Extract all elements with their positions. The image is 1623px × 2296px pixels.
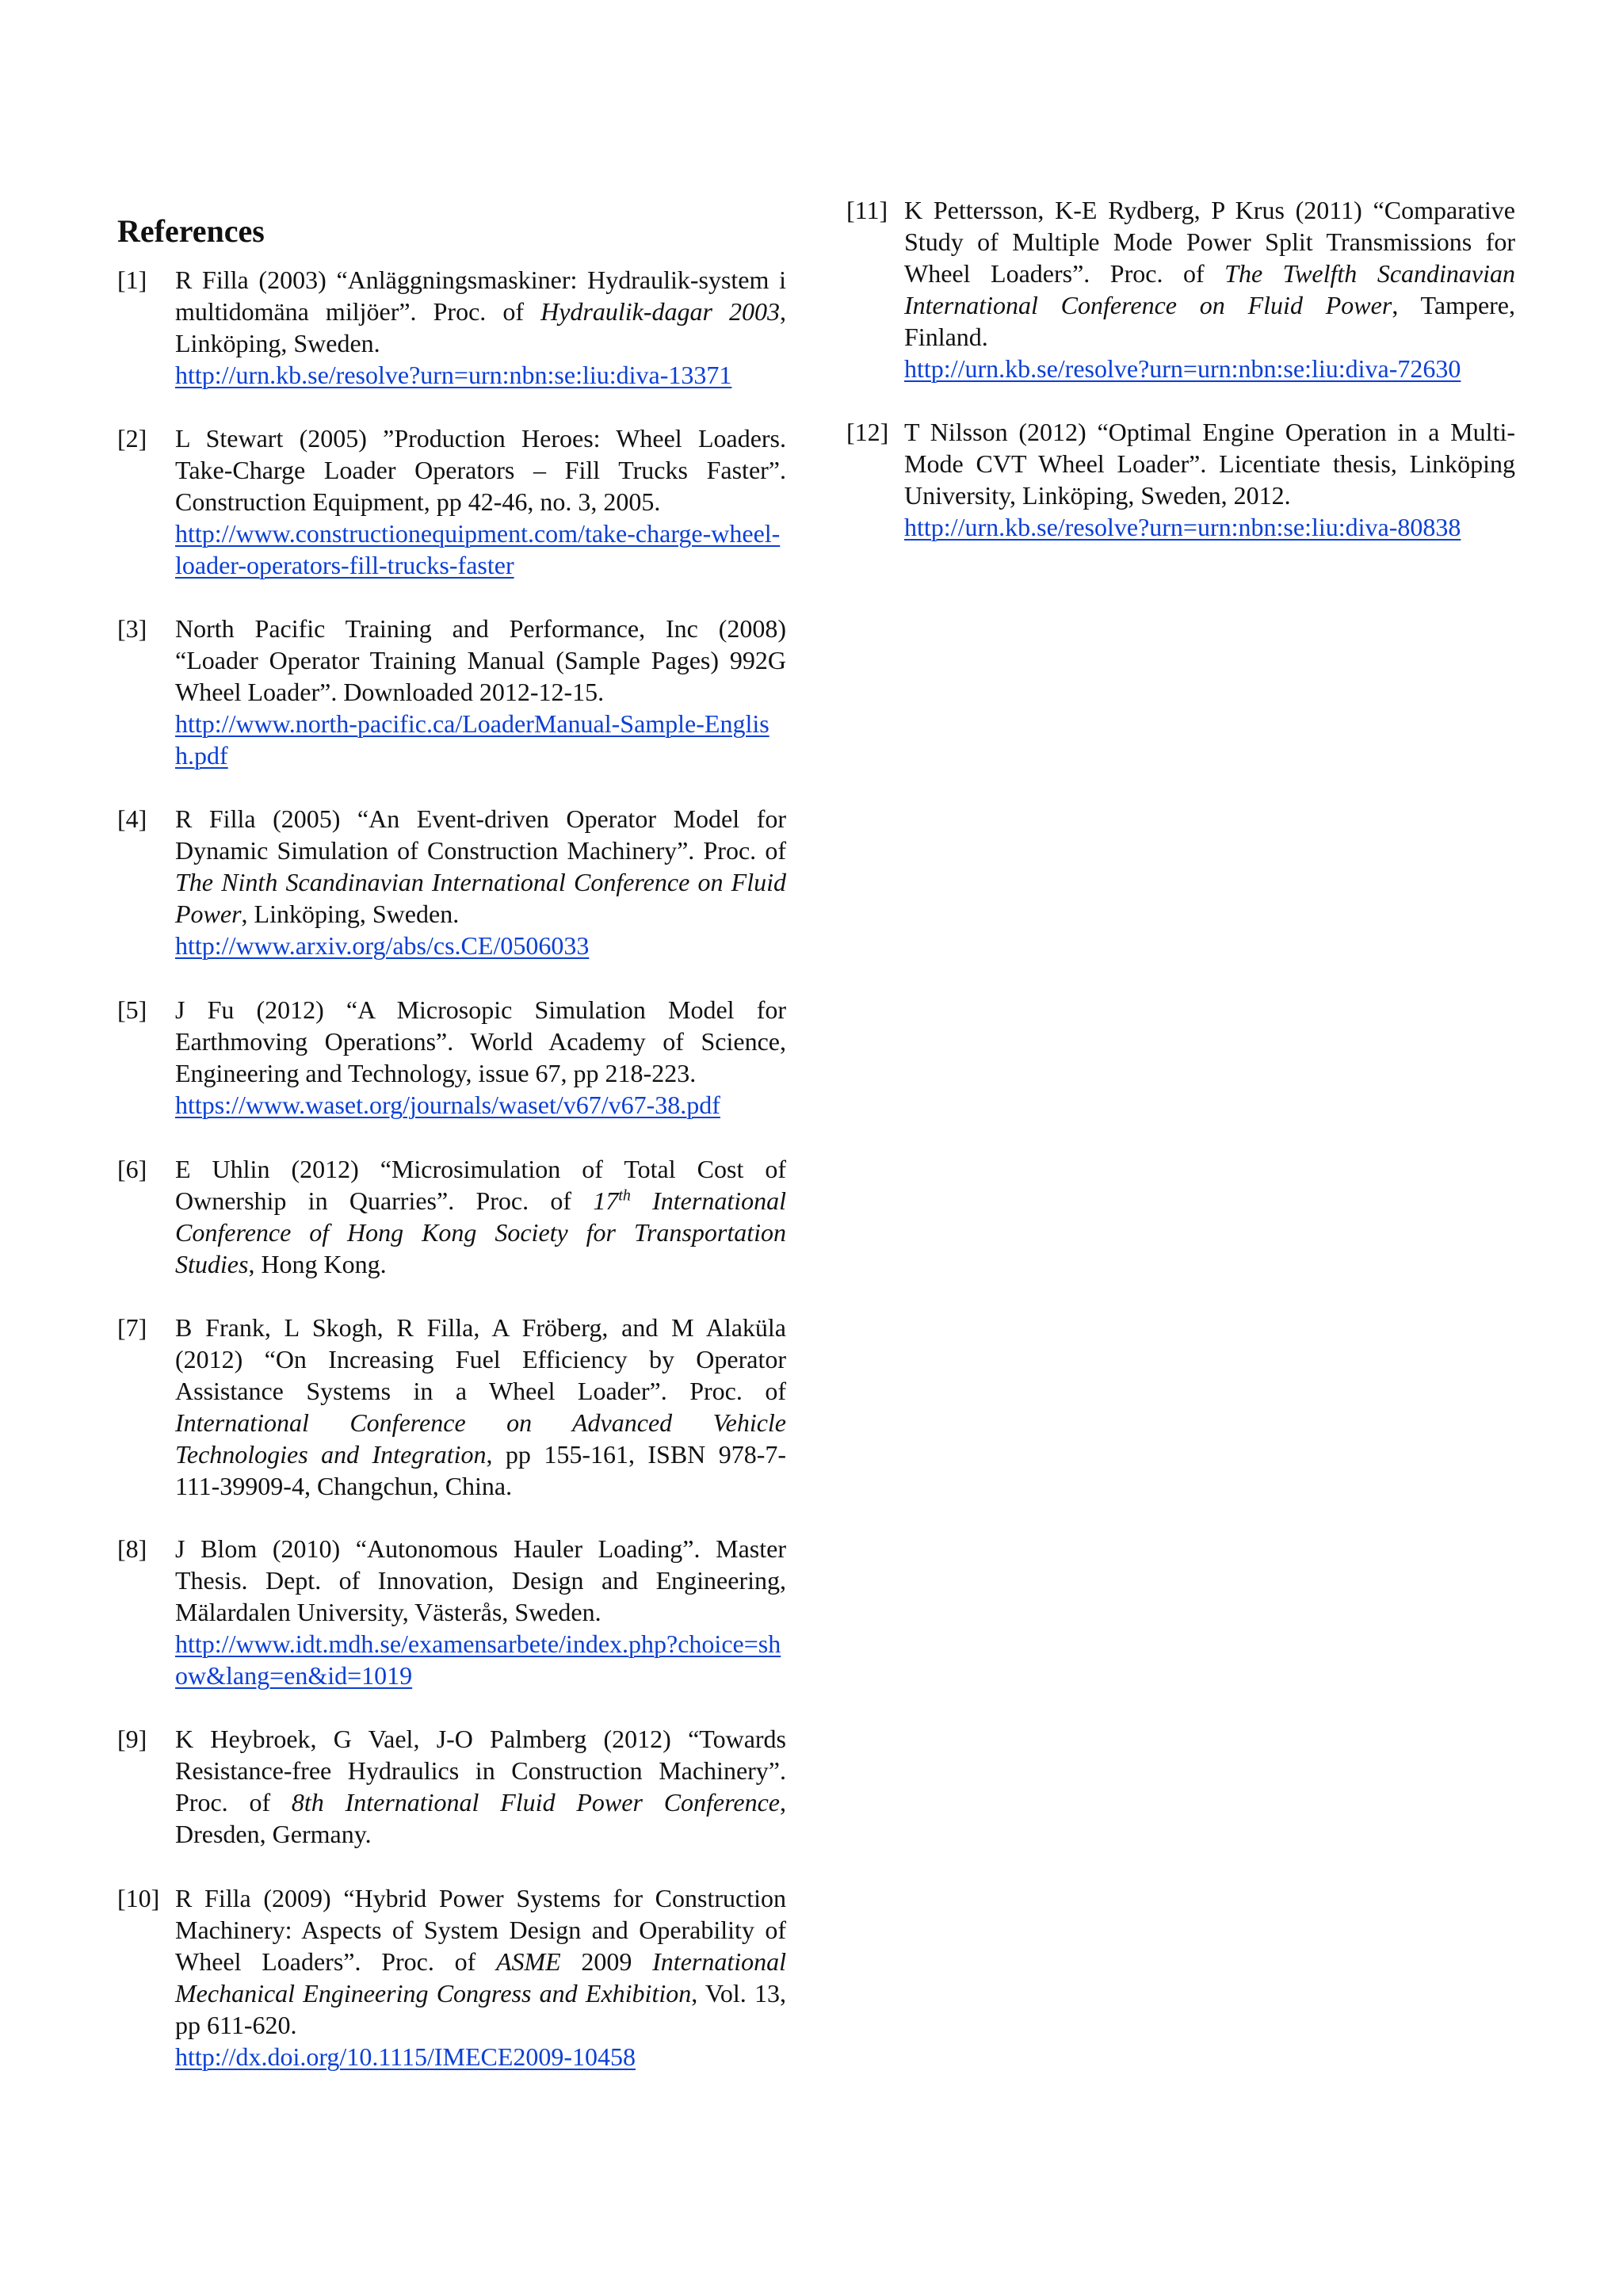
reference-text-part: L Stewart (2005) ”Production Heroes: Wheel Loaders. Take-Charge Loader Operators – Fill Trucks Faster”. Construction Equipment, pp 42-46, no. 3, 2005. <box>175 424 786 516</box>
reference-text-part: International Mechanical Engineering Congress and Exhibition <box>175 1947 787 2008</box>
reference-text-part: J Blom (2010) “Autonomous Hauler Loading”. Master Thesis. Dept. of Innovation, Design and Engineering, Mälardalen University, Västerås, Sweden. <box>175 1534 786 1626</box>
reference-item <box>117 1723 786 1850</box>
reference-text-part: B Frank, L Skogh, R Filla, A Fröberg, and M Alaküla (2012) “On Increasing Fuel Efficiency by Operator Assistance Systems in a Wheel Loader”. Proc. of <box>175 1313 786 1405</box>
reference-text <box>175 1153 786 1280</box>
reference-text-part: 17 <box>593 1186 619 1215</box>
reference-text-part: , Linköping, Sweden. <box>241 900 460 928</box>
reference-number: [10] <box>117 1884 160 1912</box>
reference-text-part: The Ninth Scandinavian International Conference on Fluid Power <box>175 868 786 928</box>
reference-text-part: th <box>618 1186 631 1205</box>
reference-number: [4] <box>117 804 147 833</box>
reference-text-part: , Vol. 13, pp 611-620. <box>175 1979 787 2039</box>
reference-link[interactable]: http://dx.doi.org/10.1115/IMECE2009-10458 <box>175 2042 636 2071</box>
reference-number: [7] <box>117 1313 147 1342</box>
reference-text-part: International Conference of Hong Kong Society for Transportation Studies <box>175 1186 787 1278</box>
reference-link[interactable]: http://www.idt.mdh.se/examensarbete/index.php?choice=show&lang=en&id=1019 <box>175 1629 781 1690</box>
reference-text-part: North Pacific Training and Performance, Inc (2008) “Loader Operator Training Manual (Sample Pages) 992G Wheel Loader”. Downloaded 2012-12-15. <box>175 614 786 706</box>
reference-text-part: E Uhlin (2012) “Microsimulation of Total Cost of Ownership in Quarries”. Proc. of <box>175 1155 786 1215</box>
reference-text-part: International Conference on Advanced Vehicle Technologies and Integration <box>175 1408 786 1469</box>
reference-text-part: The Twelfth Scandinavian International Conference on Fluid Power <box>904 259 1515 319</box>
reference-item <box>117 1312 786 1502</box>
reference-link[interactable]: http://www.north-pacific.ca/LoaderManual-Sample-English.pdf <box>175 709 769 770</box>
reference-text-part: R Filla (2005) “An Event-driven Operator Model for Dynamic Simulation of Construction Machinery”. Proc. of <box>175 804 786 865</box>
reference-text <box>175 1533 786 1691</box>
reference-text <box>904 194 1515 384</box>
reference-text-part: K Pettersson, K-E Rydberg, P Krus (2011) “Comparative Study of Multiple Mode Power Split Transmissions for Wheel Loaders”. Proc. of <box>904 196 1515 288</box>
reference-link[interactable]: http://www.constructionequipment.com/take-charge-wheel-loader-operators-fill-trucks-faster <box>175 519 781 579</box>
reference-link[interactable]: https://www.waset.org/journals/waset/v67/v67-38.pdf <box>175 1091 720 1119</box>
reference-item <box>846 194 1515 384</box>
reference-text-part: , pp 155-161, ISBN 978-7-111-39909-4, Changchun, China. <box>175 1440 786 1500</box>
reference-text-part: J Fu (2012) “A Microsopic Simulation Model for Earthmoving Operations”. World Academy of Science, Engineering and Technology, issue 67, pp 218-223. <box>175 995 786 1087</box>
reference-item <box>117 1533 786 1691</box>
reference-text-part: ASME <box>495 1947 561 1976</box>
reference-number: [3] <box>117 614 147 643</box>
reference-text <box>175 1882 786 2073</box>
reference-number: [9] <box>117 1725 147 1753</box>
reference-text <box>175 613 786 771</box>
reference-text-part: 2009 <box>560 1947 653 1976</box>
reference-link[interactable]: http://urn.kb.se/resolve?urn=urn:nbn:se:liu:diva-80838 <box>904 513 1461 541</box>
reference-text-part: Hydraulik-dagar 2003 <box>540 297 781 326</box>
reference-item <box>117 422 786 581</box>
reference-text-part: , Tampere, Finland. <box>904 291 1516 351</box>
reference-text-part: R Filla (2009) “Hybrid Power Systems for Construction Machinery: Aspects of System Design and Operability of Wheel Loaders”. Proc. of <box>175 1884 786 1976</box>
reference-item <box>846 416 1515 543</box>
reference-text <box>175 803 786 961</box>
reference-number: [2] <box>117 424 147 453</box>
reference-number: [12] <box>846 418 889 446</box>
reference-text-part: R Filla (2003) “Anläggningsmaskiner: Hydraulik-system i multidomäna miljöer”. Proc. of <box>175 266 786 326</box>
reference-item <box>117 264 786 391</box>
reference-text-part: , Hong Kong. <box>248 1250 387 1278</box>
reference-number: [5] <box>117 995 147 1024</box>
reference-text <box>175 994 786 1121</box>
reference-number: [1] <box>117 266 147 294</box>
reference-text-part: , Linköping, Sweden. <box>175 297 787 357</box>
reference-link[interactable]: http://urn.kb.se/resolve?urn=urn:nbn:se:liu:diva-13371 <box>175 361 732 389</box>
reference-link[interactable]: http://urn.kb.se/resolve?urn=urn:nbn:se:liu:diva-72630 <box>904 354 1461 383</box>
reference-item <box>117 1882 786 2073</box>
reference-text <box>904 416 1515 543</box>
reference-text-part: T Nilsson (2012) “Optimal Engine Operation in a Multi-Mode CVT Wheel Loader”. Licentiate thesis, Linköping University, Linköping, Sweden, 2012. <box>904 418 1515 510</box>
reference-text <box>175 1312 786 1502</box>
reference-item <box>117 803 786 961</box>
reference-number: [8] <box>117 1534 147 1563</box>
reference-text <box>175 422 786 581</box>
reference-text <box>175 264 786 391</box>
reference-item <box>117 1153 786 1280</box>
reference-text <box>175 1723 786 1850</box>
reference-text-part: K Heybroek, G Vael, J-O Palmberg (2012) “Towards Resistance-free Hydraulics in Construction Machinery”. Proc. of <box>175 1725 786 1817</box>
reference-text-part: 8th International Fluid Power Conference <box>291 1788 780 1817</box>
references-heading: References <box>117 213 265 249</box>
reference-item <box>117 613 786 771</box>
reference-number: [6] <box>117 1155 147 1183</box>
reference-number: [11] <box>846 196 888 224</box>
reference-link[interactable]: http://www.arxiv.org/abs/cs.CE/0506033 <box>175 931 590 960</box>
reference-text-part: , Dresden, Germany. <box>175 1788 786 1848</box>
reference-item <box>117 994 786 1121</box>
